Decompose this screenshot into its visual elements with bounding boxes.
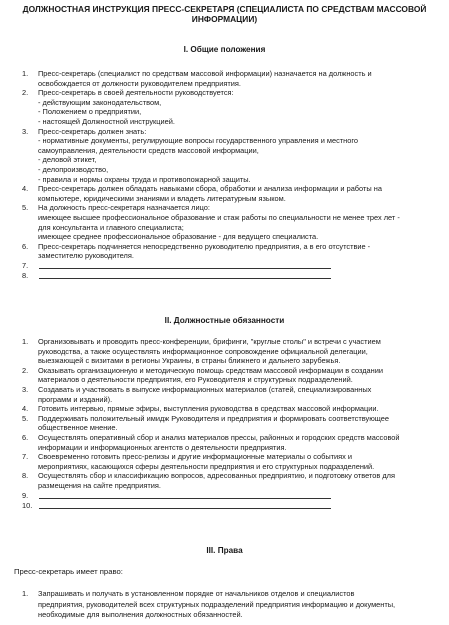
item-text: Осуществлять сбор и классификацию вопросов, адресованных предприятию, и подготовку ответов для размещения на сайте предприятия. — [38, 471, 395, 490]
section-list-general — [0, 69, 420, 282]
item-text: Пресс-секретарь должен знать: - нормативные документы, регулирующие вопросы государственного управления и местного самоуправления, деятельности средств массовой информации, - деловой этикет, - делопроизводство, - правила и нормы охраны труда и противопожарной защиты. — [38, 126, 359, 184]
item-number: 1. — [22, 589, 29, 598]
item-number: 9. — [22, 490, 29, 500]
section-heading-rights: III. Права — [206, 546, 243, 555]
item-number: 2. — [22, 365, 29, 375]
item-number: 6. — [22, 241, 29, 251]
list-item — [0, 337, 420, 366]
list-item — [0, 404, 420, 414]
list-item — [0, 69, 420, 88]
item-number: 1. — [22, 337, 29, 346]
item-number: 4. — [22, 404, 29, 414]
list-item — [0, 414, 420, 433]
list-item — [0, 366, 420, 385]
item-number: 5. — [22, 203, 29, 213]
blank-line — [39, 271, 331, 279]
list-item — [0, 184, 420, 203]
item-number: 5. — [22, 413, 29, 423]
blank-line — [39, 491, 331, 499]
item-text: Своевременно готовить пресс-релизы и другие информационные материалы о событиях и мероприятиях, касающихся сферы деятельности предприятия и его структурных подразделений. — [38, 452, 375, 471]
section-heading-general: I. Общие положения — [183, 45, 266, 54]
item-number: 8. — [22, 471, 29, 481]
list-item — [0, 203, 420, 241]
list-item — [0, 491, 420, 502]
list-item — [0, 242, 420, 261]
section-list-rights — [0, 589, 420, 621]
item-text: Пресс-секретарь должен обладать навыками сбора, обработки и анализа информации и работы на компьютере, юридическими знаниями и владеть литературным языком. — [38, 184, 382, 203]
item-text: Создавать и участвовать в выпуске информационных материалов (статей, специализированных программ и изданий). — [38, 384, 372, 404]
item-text: Готовить интервью, прямые эфиры, выступления руководства в средствах массовой информации. — [38, 404, 379, 414]
blank-line — [39, 261, 331, 269]
item-text: Оказывать организационную и методическую помощь средствам массовой информации в создании материалов о деятельности предприятия, его Руководителя и структурных подразделений. — [38, 365, 383, 385]
item-text: Пресс-секретарь (специалист по средствам массовой информации) назначается на должность и освобождается от должности руководителем предприятия. — [38, 69, 372, 88]
list-item — [0, 385, 420, 404]
item-number: 7. — [22, 260, 29, 270]
list-item — [0, 88, 420, 126]
item-text: Осуществлять оперативный сбор и анализ материалов прессы, районных и городских средств массовой информации и информационных агентств о деятельности предприятия. — [38, 432, 400, 452]
list-item — [0, 261, 420, 272]
item-number: 4. — [22, 184, 29, 194]
item-text: Пресс-секретарь подчиняется непосредственно руководителю предприятия, а в его отсутствие - заместителю руководителя. — [38, 241, 371, 261]
item-number: 2. — [22, 88, 29, 98]
item-text: Организовывать и проводить пресс-конференции, брифинги, "круглые столы" и встречи с участием руководства, а также осуществлять информационное сопровождение официальной делегации, выезжающей с визитами в регионы Украины, в страны ближнего и дальнего зарубежья. — [38, 337, 381, 366]
item-number: 10. — [22, 501, 33, 511]
list-item — [0, 471, 420, 490]
blank-line — [39, 501, 331, 509]
section-heading-duties: II. Должностные обязанности — [164, 316, 285, 325]
section-intro-rights: Пресс-секретарь имеет право: — [14, 567, 123, 576]
list-item — [0, 433, 420, 452]
item-text: Запрашивать и получать в установленном порядке от начальников отделов и специалистов предприятия, руководителей всех структурных подразделений предприятия информацию и документы, необходимые для выполнения должностных обязанностей. — [38, 589, 396, 620]
list-item — [0, 271, 420, 282]
item-text: Пресс-секретарь в своей деятельности руководствуется: - действующим законодательством, - Положением о предприятии, - настоящей Должностной инструкцией. — [38, 88, 234, 126]
item-text: На должность пресс-секретаря назначается лицо: имеющее высшее профессиональное образование и стаж работы по специальности не менее трех лет - для консультанта и главного специалиста; имеющее среднее профессиональное образование - для ведущего специалиста. — [38, 203, 400, 242]
item-number: 6. — [22, 432, 29, 442]
list-item — [0, 589, 420, 621]
list-item — [0, 127, 420, 185]
item-number: 3. — [22, 384, 29, 394]
document-title: ДОЛЖНОСТНАЯ ИНСТРУКЦИЯ ПРЕСС-СЕКРЕТАРЯ (СПЕЦИАЛИСТА ПО СРЕДСТВАМ МАССОВОЙ ИНФОРМАЦИИ) — [22, 4, 427, 24]
section-list-duties — [0, 337, 420, 512]
list-item — [0, 452, 420, 471]
item-number: 1. — [22, 69, 29, 78]
item-number: 8. — [22, 271, 29, 281]
item-number: 3. — [22, 126, 29, 136]
item-number: 7. — [22, 452, 29, 462]
list-item — [0, 501, 420, 512]
item-text: Поддерживать положительный имидж Руководителя и предприятия и формировать соответствующее общественное мнение. — [38, 413, 389, 433]
